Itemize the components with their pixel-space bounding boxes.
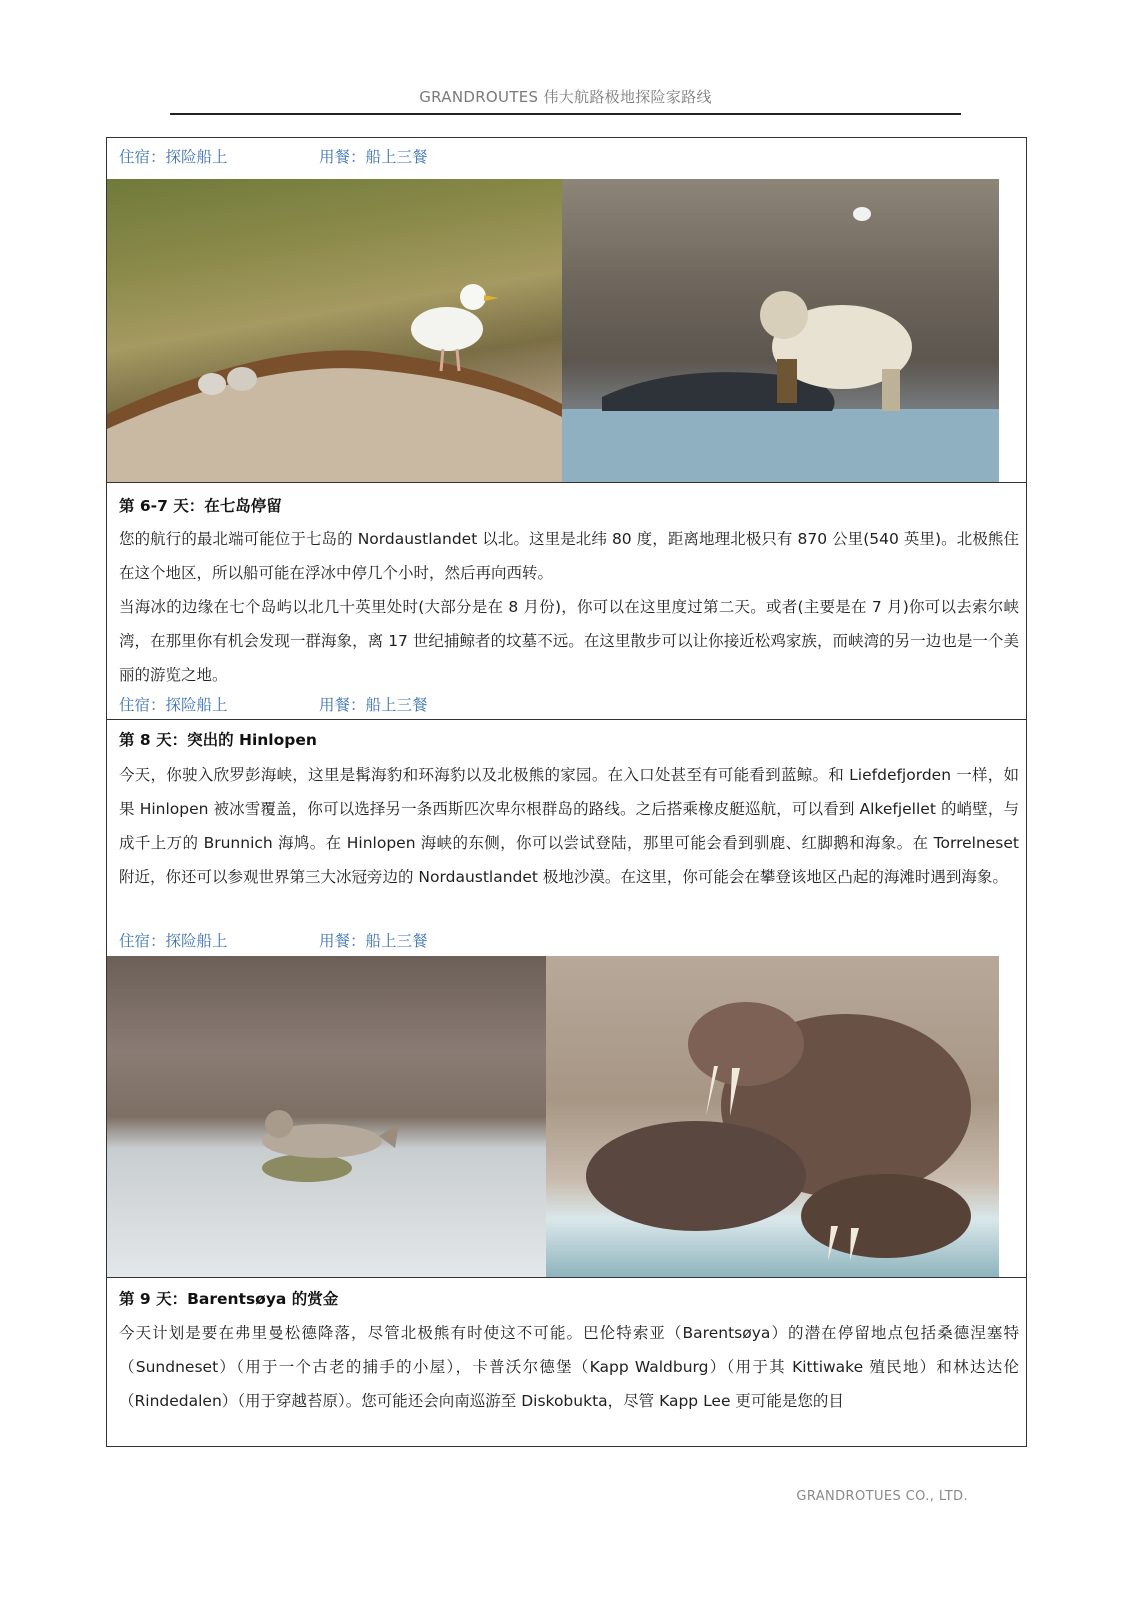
- day-title: 第 8 天：突出的 Hinlopen: [119, 731, 317, 749]
- seal-on-rock-photo: [107, 956, 546, 1277]
- meal-label: 用餐：船上三餐: [319, 148, 428, 166]
- stay-label: 住宿：探险船上: [119, 696, 228, 714]
- itinerary-frame: [106, 137, 1027, 1447]
- footer-company: GRANDROTUES CO., LTD.: [796, 1489, 968, 1504]
- meta-line-top: [119, 142, 428, 172]
- header-rule: [170, 113, 961, 115]
- stay-label: 住宿：探险船上: [119, 148, 228, 166]
- polar-bear-on-shore-photo: [562, 179, 999, 482]
- day-title: 第 9 天：Barentsøya 的赏金: [119, 1290, 339, 1308]
- day-paragraph: 今天计划是要在弗里曼松德降落，尽管北极熊有时使这不可能。巴伦特索亚（Barentsøya）的潜在停留地点包括桑德涅塞特（Sundneset）（用于一个古老的捕手的小屋），卡普沃尔德堡（Kapp Waldburg）（用于其 Kittiwake 殖民地）和林达达伦（Rindedalen）（用于穿越苔原）。您可能还会向南巡游至 Diskobukta，尽管 Kapp Lee 更可能是您的目: [119, 1324, 1019, 1410]
- meal-label: 用餐：船上三餐: [319, 696, 428, 714]
- day-paragraph: 今天，你驶入欣罗彭海峡，这里是髯海豹和环海豹以及北极熊的家园。在入口处甚至有可能看到蓝鲸。和 Liefdefjorden 一样，如果 Hinlopen 被冰雪覆盖，你可以选择另一条西斯匹次卑尔根群岛的路线。之后搭乘橡皮艇巡航，可以看到 Alkefjellet 的峭壁，与成千上万的 Brunnich 海鸠。在 Hinlopen 海峡的东侧，你可以尝试登陆，那里可能会看到驯鹿、红脚鹅和海象。在 Torrelneset 附近，你还可以参观世界第三大冰冠旁边的 Nordaustlandet 极地沙漠。在这里，你可能会在攀登该地区凸起的海滩时遇到海象。: [119, 766, 1019, 886]
- meta-line-day6-7: [119, 690, 428, 720]
- glaucous-gull-with-chicks-photo: [107, 179, 562, 482]
- meta-line-day8: [119, 926, 428, 956]
- stay-label: 住宿：探险船上: [119, 932, 228, 950]
- day-paragraph: 您的航行的最北端可能位于七岛的 Nordaustlandet 以北。这里是北纬 80 度，距离地理北极只有 870 公里(540 英里)。北极熊住在这个地区，所以船可能在浮冰中停几个小时，然后再向西转。: [119, 530, 1019, 582]
- walruses-photo: [546, 956, 999, 1277]
- meal-label: 用餐：船上三餐: [319, 932, 428, 950]
- day-title: 第 6-7 天：在七岛停留: [119, 497, 282, 515]
- page-header-title: GRANDROUTES 伟大航路极地探险家路线: [419, 88, 712, 106]
- day-paragraph: 当海冰的边缘在七个岛屿以北几十英里处时(大部分是在 8 月份)，你可以在这里度过第二天。或者(主要是在 7 月)你可以去索尔峡湾，在那里你有机会发现一群海象，离 17 世纪捕鲸者的坟墓不远。在这里散步可以让你接近松鸡家族，而峡湾的另一边也是一个美丽的游览之地。: [119, 598, 1019, 684]
